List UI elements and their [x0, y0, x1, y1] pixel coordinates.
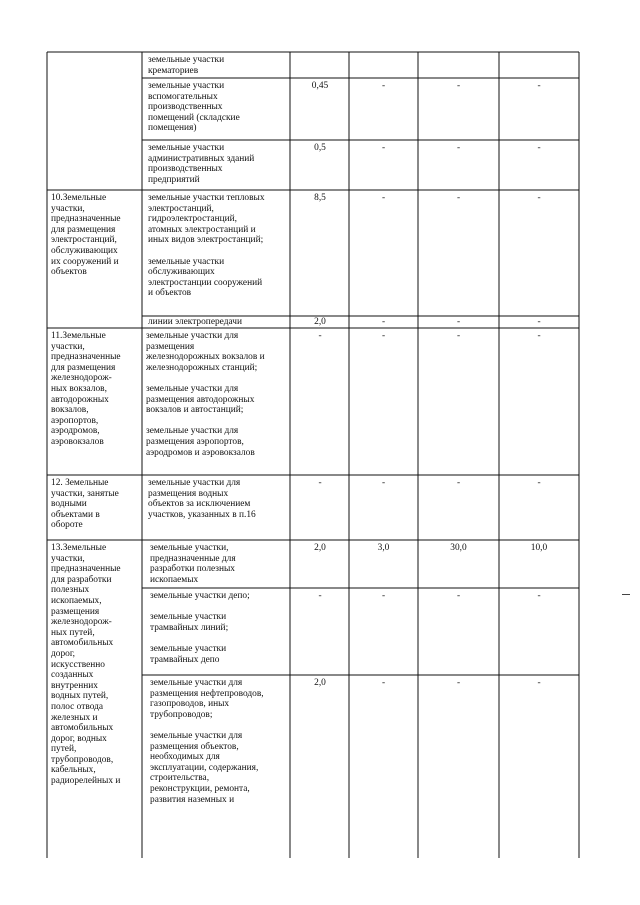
cell-rate-mining: 2,0: [314, 543, 326, 553]
cell-c4-stations: -: [381, 331, 386, 341]
cell-purpose-mining: земельные участки, предназначенные для разработки полезных ископаемых: [150, 543, 236, 585]
cell-purpose-pipelines: земельные участки для размещения нефтепроводов, газопроводов, иных трубопроводов; земельные участки для размещения объектов, необходимых для эксплуатации, содержания, строительства, реконструкции, ремонта, развития наземных и: [150, 678, 264, 805]
cell-c5-water: -: [456, 478, 461, 488]
cell-category-11: 11.Земельные участки, предназначенные для размещения железнодорож- ных вокзалов, автодорожных вокзалов, аэропортов, аэродромов, аэровокзалов: [51, 331, 121, 447]
cell-c6-auxiliary: -: [537, 81, 541, 91]
cell-rate-power-plants: 8,5: [314, 193, 326, 203]
cell-c6-pipelines: -: [537, 678, 541, 688]
cell-purpose-depots: земельные участки депо; земельные участки трамвайных линий; земельные участки трамвайных депо: [150, 591, 250, 665]
cell-c5-power-plants: -: [456, 193, 461, 203]
cell-purpose-power-lines: линии электропередачи: [148, 317, 242, 327]
cell-purpose-auxiliary: земельные участки вспомогательных производственных помещений (складские помещения): [148, 81, 240, 134]
cell-c5-stations: -: [456, 331, 461, 341]
cell-rate-stations: -: [318, 331, 322, 341]
cell-rate-admin: 0,5: [314, 143, 326, 153]
cell-c4-depots: -: [381, 591, 386, 601]
cell-purpose-admin: земельные участки административных зданий производственных предприятий: [148, 143, 255, 185]
cell-category-12: 12. Земельные участки, занятые водными объектами в обороте: [51, 478, 119, 531]
cell-c4-water: -: [381, 478, 386, 488]
margin-mark: [622, 594, 630, 595]
cell-c5-pipelines: -: [456, 678, 461, 688]
cell-rate-power-lines: 2,0: [314, 317, 326, 327]
cell-c4-admin: -: [381, 143, 386, 153]
cell-rate-depots: -: [318, 591, 322, 601]
cell-c4-pipelines: -: [381, 678, 386, 688]
cell-c4-mining: 3,0: [377, 543, 390, 553]
cell-rate-pipelines: 2,0: [314, 678, 326, 688]
cell-c6-stations: -: [537, 331, 541, 341]
cell-purpose-stations: земельные участки для размещения железнодорожных вокзалов и железнодорожных станций; земельные участки для размещения автодорожных вокзалов и автостанций; земельные участки для размещения аэропортов, аэродромов и аэровокзалов: [146, 331, 265, 458]
cell-c6-admin: -: [537, 143, 541, 153]
cell-rate-water: -: [318, 478, 322, 488]
cell-c4-power-plants: -: [381, 193, 386, 203]
cell-c5-mining: 30,0: [450, 543, 467, 553]
cell-c4-power-lines: -: [381, 317, 386, 327]
cell-c6-power-lines: -: [537, 317, 541, 327]
cell-rate-auxiliary: 0,45: [311, 81, 329, 91]
cell-c4-auxiliary: -: [381, 81, 386, 91]
cell-c5-auxiliary: -: [456, 81, 461, 91]
cell-c6-mining: 10,0: [530, 543, 548, 553]
cell-purpose-crematoria: земельные участки крематориев: [148, 55, 225, 76]
cell-c6-power-plants: -: [537, 193, 541, 203]
cell-c6-water: -: [537, 478, 541, 488]
cell-c6-depots: -: [537, 591, 541, 601]
cell-purpose-power-plants: земельные участки тепловых электростанций, гидроэлектростанций, атомных электростанций и иных видов электростанций; земельные участки обслуживающих электростанции сооружений и объектов: [148, 193, 265, 299]
cell-category-13: 13.Земельные участки, предназначенные для разработки полезных ископаемых, размещения железнодорож- ных путей, автомобильных дорог, искусственно созданных внутренних водных путей, полос отвода железных и автомобильных дорог, водных путей, трубопроводов, кабельных, радиорелейных и: [51, 543, 121, 787]
cell-c5-admin: -: [456, 143, 461, 153]
cell-c5-depots: -: [456, 591, 461, 601]
cell-category-10: 10.Земельные участки, предназначенные для размещения электростанций, обслуживающих их сооружений и объектов: [51, 193, 121, 278]
cell-c5-power-lines: -: [456, 317, 461, 327]
cell-purpose-water: земельные участки для размещения водных объектов за исключением участков, указанных в п.16: [148, 478, 256, 520]
